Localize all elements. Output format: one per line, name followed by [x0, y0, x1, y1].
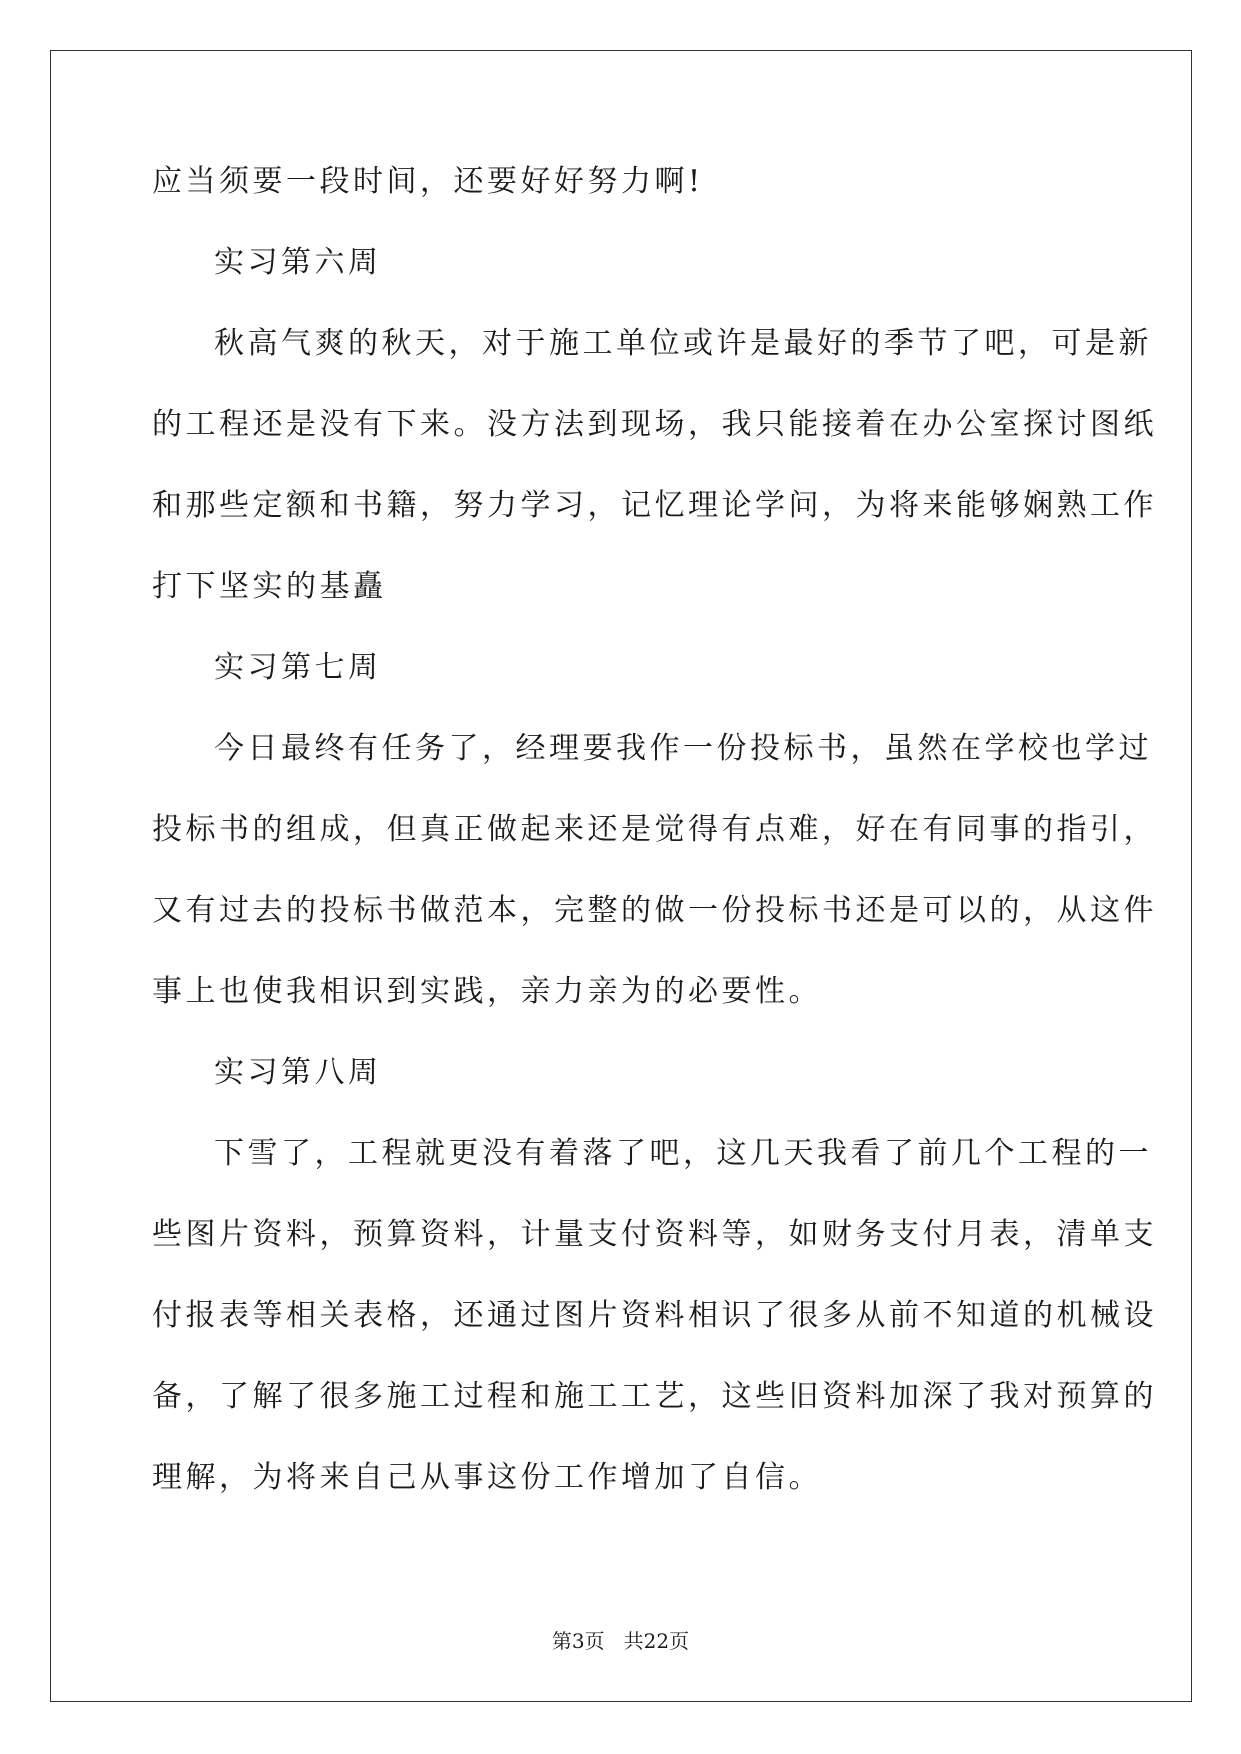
section-heading: 实习第七周: [214, 650, 382, 685]
text-line: 事上也使我相识到实践，亲力亲为的必要性。: [152, 974, 822, 1009]
section-heading: 实习第六周: [214, 245, 382, 280]
text-line: 些图片资料，预算资料，计量支付资料等，如财务支付月表，清单支: [152, 1217, 1157, 1252]
text-line: 应当须要一段时间，还要好好努力啊!: [152, 164, 704, 199]
page-total: 共22页: [623, 1629, 690, 1653]
text-line: 今日最终有任务了，经理要我作一份投标书，虽然在学校也学过: [214, 731, 1152, 766]
text-line: 下雪了，工程就更没有着落了吧，这几天我看了前几个工程的一: [214, 1136, 1152, 1171]
text-line: 的工程还是没有下来。没方法到现场，我只能接着在办公室探讨图纸: [152, 407, 1157, 442]
text-line: 和那些定额和书籍，努力学习，记忆理论学问，为将来能够娴熟工作: [152, 488, 1157, 523]
text-line: 付报表等相关表格，还通过图片资料相识了很多从前不知道的机械设: [152, 1298, 1157, 1333]
text-line: 理解，为将来自己从事这份工作增加了自信。: [152, 1460, 822, 1495]
document-body: [152, 162, 1157, 1539]
text-line: 打下坚实的基矗: [152, 569, 387, 604]
text-line: 备，了解了很多施工过程和施工工艺，这些旧资料加深了我对预算的: [152, 1379, 1157, 1414]
page-number: 第3页: [551, 1629, 605, 1653]
section-heading: 实习第八周: [214, 1055, 382, 1090]
text-line: 投标书的组成，但真正做起来还是觉得有点难，好在有同事的指引，: [152, 812, 1157, 847]
text-line: 又有过去的投标书做范本，完整的做一份投标书还是可以的，从这件: [152, 893, 1157, 928]
text-line: 秋高气爽的秋天，对于施工单位或许是最好的季节了吧，可是新: [214, 326, 1152, 361]
page-footer: [0, 1628, 1241, 1654]
